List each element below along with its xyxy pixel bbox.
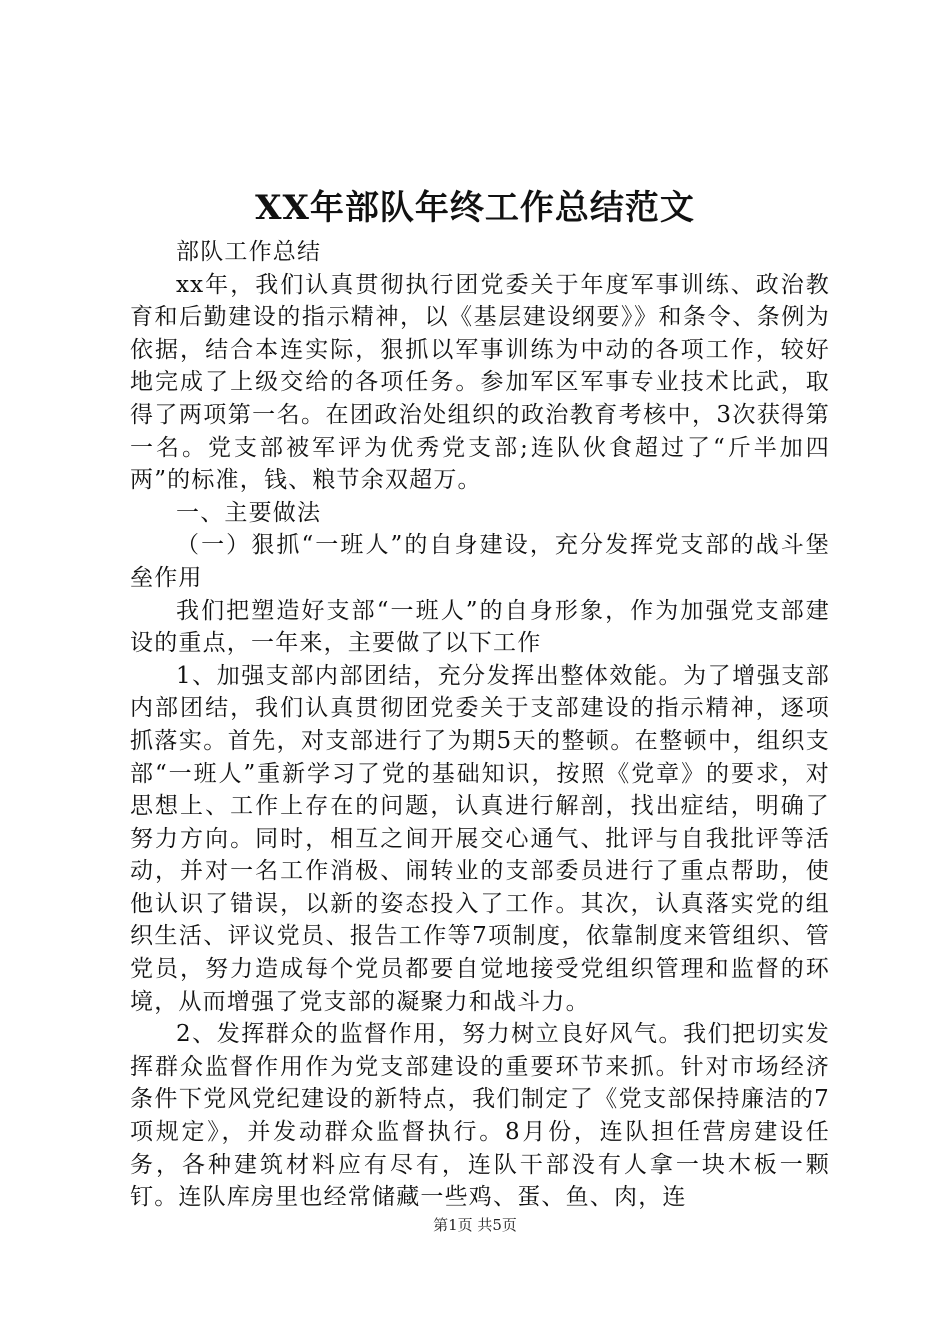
body-paragraph: 1、加强支部内部团结，充分发挥出整体效能。为了增强支部内部团结，我们认真贯彻团党委关于支部建设的指示精神，逐项抓落实。首先，对支部进行了为期5天的整顿。在整顿中，组织支部“一班人”重新学习了党的基础知识，按照《党章》的要求，对思想上、工作上存在的问题，认真进行解剖，找出症结，明确了努力方向。同时，相互之间开展交心通气、批评与自我批评等活动，并对一名工作消极、闹转业的支部委员进行了重点帮助，使他认识了错误，以新的姿态投入了工作。其次，认真落实党的组织生活、评议党员、报告工作等7项制度，依靠制度来管组织、管党员，努力造成每个党员都要自觉地接受党组织管理和监督的环境，从而增强了党支部的凝聚力和战斗力。 [130,662,830,1015]
body-paragraph: 我们把塑造好支部“一班人”的自身形象，作为加强党支部建设的重点，一年来，主要做了以下工作 [130,597,830,657]
main-practices-heading: 一、主要做法 [176,499,322,526]
page-number-footer: 第1页 共5页 [433,1216,517,1234]
document-body [130,236,830,1214]
document-title: XX年部队年终工作总结范文 [255,188,695,228]
intro-paragraph: xx年，我们认真贯彻执行团党委关于年度军事训练、政治教育和后勤建设的指示精神，以《基层建设纲要》》和条令、条例为依据，结合本连实际，狠抓以军事训练为中动的各项工作，较好地完成了上级交给的各项任务。参加军区军事专业技术比武，取得了两项第一名。在团政治处组织的政治教育考核中，3次获得第一名。党支部被军评为优秀党支部;连队伙食超过了“斤半加四两”的标准，钱、粮节余双超万。 [130,271,830,494]
body-paragraph: 2、发挥群众的监督作用，努力树立良好风气。我们把切实发挥群众监督作用作为党支部建设的重要环节来抓。针对市场经济条件下党风党纪建设的新特点，我们制定了《党支部保持廉洁的7项规定》，并发动群众监督执行。8月份，连队担任营房建设任务，各种建筑材料应有尽有，连队干部没有人拿一块木板一颗钉。连队库房里也经常储藏一些鸡、蛋、鱼、肉，连 [130,1021,830,1211]
subsection-heading: （一）狠抓“一班人”的自身建设，充分发挥党支部的战斗堡垒作用 [130,532,830,591]
section-heading: 部队工作总结 [176,239,322,265]
